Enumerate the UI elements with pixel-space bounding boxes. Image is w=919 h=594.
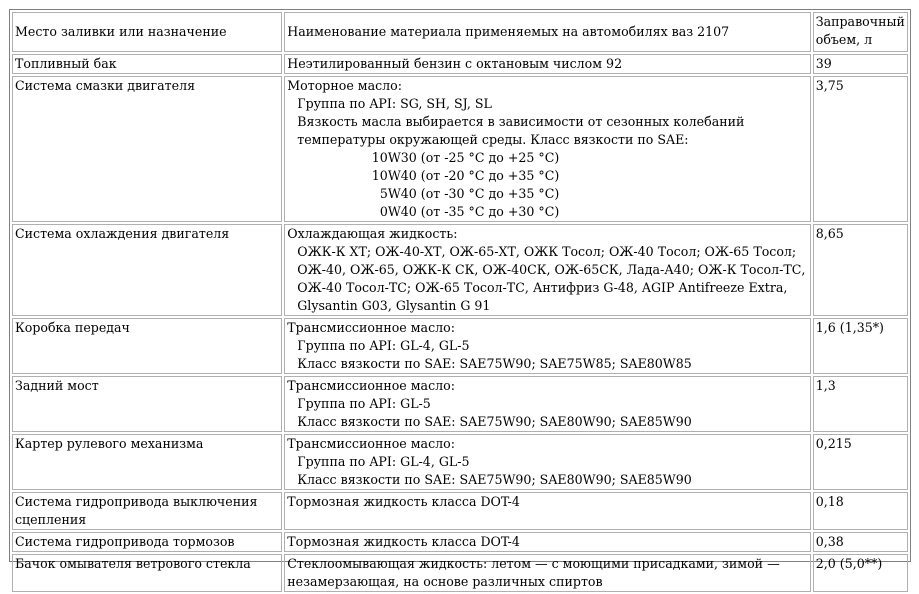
row-place: Система смазки двигателя bbox=[12, 76, 282, 222]
table-row bbox=[12, 434, 908, 490]
row-place: Система гидропривода выключения сцепления bbox=[12, 492, 282, 530]
viscosity-line: 10W40 (от -20 °С до +35 °С) bbox=[371, 168, 560, 183]
row-material bbox=[284, 76, 811, 222]
material-line: Glysantin G03, Glysantin G 91 bbox=[297, 298, 491, 313]
row-volume: 39 bbox=[813, 54, 908, 74]
material-line: Класс вязкости по SAE: SAE75W90; SAE80W90; SAE85W90 bbox=[297, 472, 692, 487]
material-line: Группа по API: SG, SH, SJ, SL bbox=[297, 96, 492, 111]
row-volume: 3,75 bbox=[813, 76, 908, 222]
row-material bbox=[284, 224, 811, 316]
viscosity-line: 5W40 (от -30 °С до +35 °С) bbox=[379, 186, 560, 201]
material-line: Вязкость масла выбирается в зависимости от сезонных колебаний bbox=[297, 114, 745, 129]
row-place: Система гидропривода тормозов bbox=[12, 532, 282, 552]
row-material bbox=[284, 434, 811, 490]
row-volume: 1,3 bbox=[813, 376, 908, 432]
row-material bbox=[284, 54, 811, 74]
material-line: ОЖК-К ХТ; ОЖ-40-ХТ, ОЖ-65-ХТ, ОЖК Тосол; ОЖ-40 Тосол; ОЖ-65 Тосол; bbox=[297, 244, 797, 259]
row-place: Коробка передач bbox=[12, 318, 282, 374]
row-place: Топливный бак bbox=[12, 54, 282, 74]
row-place: Бачок омывателя ветрового стекла bbox=[12, 554, 282, 592]
row-volume: 0,38 bbox=[813, 532, 908, 552]
material-line: Тормозная жидкость класса DOT-4 bbox=[287, 494, 520, 509]
row-volume: 2,0 (5,0**) bbox=[813, 554, 908, 592]
material-line: Класс вязкости по SAE: SAE75W90; SAE80W90; SAE85W90 bbox=[297, 414, 692, 429]
row-material bbox=[284, 532, 811, 552]
material-line: Группа по API: GL-5 bbox=[297, 396, 431, 411]
row-volume: 0,18 bbox=[813, 492, 908, 530]
material-line: ОЖ-40 Тосол-ТС; ОЖ-65 Тосол-ТС, Антифриз G-48, AGIP Antifreeze Extra, bbox=[297, 280, 788, 295]
viscosity-line: 10W30 (от -25 °С до +25 °С) bbox=[371, 150, 560, 165]
row-material bbox=[284, 376, 811, 432]
row-place: Задний мост bbox=[12, 376, 282, 432]
material-line: Трансмиссионное масло: bbox=[287, 378, 455, 393]
material-line: температуры окружающей среды. Класс вязкости по SAE: bbox=[297, 132, 689, 147]
table-header-row bbox=[12, 12, 908, 52]
row-place: Картер рулевого механизма bbox=[12, 434, 282, 490]
table-row bbox=[12, 492, 908, 530]
viscosity-line: 0W40 (от -35 °С до +30 °С) bbox=[379, 204, 560, 219]
header-place: Место заливки или назначение bbox=[12, 12, 282, 52]
material-line: ОЖ-40, ОЖ-65, ОЖК-К СК, ОЖ-40СК, ОЖ-65СК, Лада-А40; ОЖ-К Тосол-ТС, bbox=[297, 262, 806, 277]
material-line: Неэтилированный бензин с октановым числом 92 bbox=[287, 56, 623, 71]
row-volume: 8,65 bbox=[813, 224, 908, 316]
fluids-table-frame bbox=[9, 9, 911, 589]
material-line: незамерзающая, на основе различных спиртов bbox=[287, 574, 603, 589]
table-row bbox=[12, 532, 908, 552]
material-line: Охлаждающая жидкость: bbox=[287, 226, 458, 241]
material-line: Класс вязкости по SAE: SAE75W90; SAE75W85; SAE80W85 bbox=[297, 356, 692, 371]
header-volume: Заправочный объем, л bbox=[813, 12, 908, 52]
table-row bbox=[12, 554, 908, 592]
material-line: Трансмиссионное масло: bbox=[287, 436, 455, 451]
table-row bbox=[12, 54, 908, 74]
table-row bbox=[12, 76, 908, 222]
table-row bbox=[12, 224, 908, 316]
material-line: Моторное масло: bbox=[287, 78, 402, 93]
row-volume: 0,215 bbox=[813, 434, 908, 490]
header-material: Наименование материала применяемых на автомобилях ваз 2107 bbox=[284, 12, 811, 52]
row-material bbox=[284, 554, 811, 592]
fluids-table bbox=[10, 10, 910, 594]
material-line: Тормозная жидкость класса DOT-4 bbox=[287, 534, 520, 549]
material-line: Группа по API: GL-4, GL-5 bbox=[297, 338, 470, 353]
table-row bbox=[12, 318, 908, 374]
row-material bbox=[284, 492, 811, 530]
row-place: Система охлаждения двигателя bbox=[12, 224, 282, 316]
material-line: Стеклоомывающая жидкость: летом — с моющими присадками, зимой — bbox=[287, 556, 780, 571]
material-line: Трансмиссионное масло: bbox=[287, 320, 455, 335]
table-row bbox=[12, 376, 908, 432]
material-line: Группа по API: GL-4, GL-5 bbox=[297, 454, 470, 469]
row-volume: 1,6 (1,35*) bbox=[813, 318, 908, 374]
row-material bbox=[284, 318, 811, 374]
